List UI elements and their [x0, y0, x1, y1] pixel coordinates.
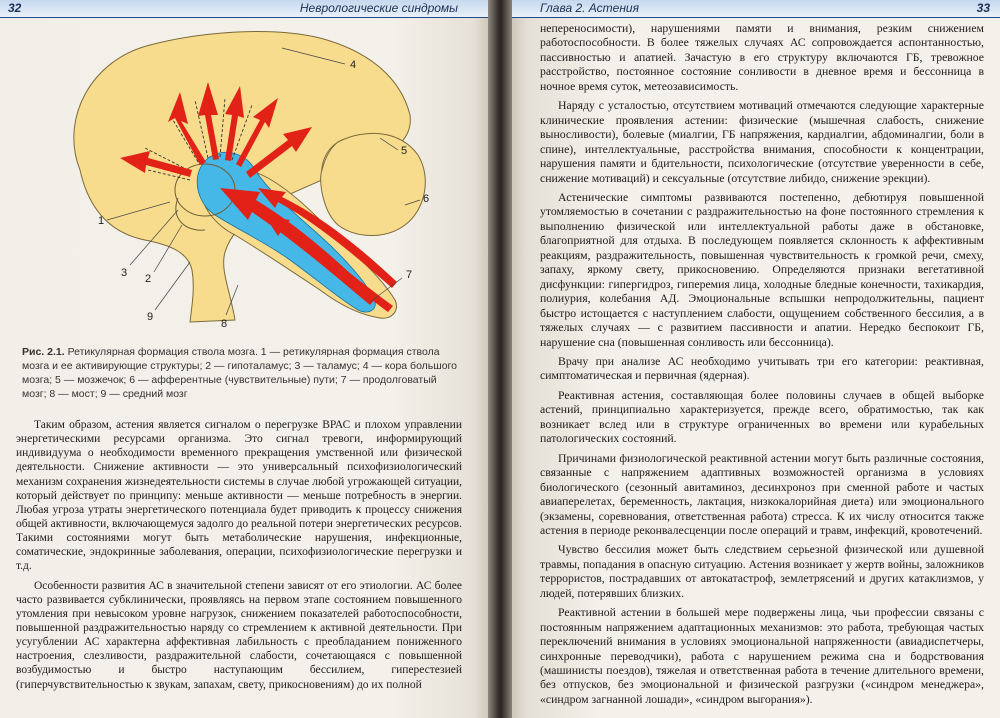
- book-spine: [488, 0, 512, 718]
- label-5: 5: [401, 145, 408, 157]
- brain-figure: [20, 20, 460, 342]
- paragraph: Астенические симптомы развиваются постепенно, дебютируя повышенной утомляемостью в сочетании с раздражительностью на фоне постоянного стремления к выполнению физической или интеллектуальной работы даже в обстановке, благоприятной для отдыха. В последующем появляется склонность к аффективным реакциям, раздражительность, повышенная чувствительность к громкой речи, смеху, запаху, яркому свету, прикосновению. Определяются признаки вегетативной дисфункции: гипергидроз, гиперемия лица, холодные бледные конечности, тахикардия, полиурия, колебания АД. Эмоциональные вспышки непродолжительны, пациент быстро истощается с наступлением слабости, ощущением собственного бессилия, а в тяжелых случаях — с развитием пассивности и апатии. Нередко беспокоит ГБ, нарушение сна (повышенная сонливость или бессонница).: [540, 190, 984, 349]
- caption-lead: Рис. 2.1.: [22, 346, 65, 358]
- running-head-left: [0, 0, 488, 18]
- paragraph: Реактивная астения, составляющая более половины случаев в общей выборке астений, принципиально характеризуется, прежде всего, обратимостью, так как возникает вслед или в структуре ограниченных во времени или курабельных патологических состояний.: [540, 388, 984, 446]
- paragraph: Таким образом, астения является сигналом о перегрузке ВРАС и плохом управлении энергетическими ресурсами организма. Это сигнал тревоги, информирующий индивидуума о необходимости временного прекращения умственной или физической деятельности. Снижение активности — это универсальный психофизиологический механизм сохранения жизнедеятельности системы в случае любой угрожающей ситуации, который действует по принципу: меньше активности — меньше потребность в энергии. Любая угроза утраты энергетического потенциала будет приводить к процессу снижения общей активности, включающемуся задолго до реальной потери энергетических ресурсов. Такими состояниями могут быть метаболические нарушения, инфекционные, соматические, эндокринные заболевания, операции, психофизиологические перегрузки и т.д.: [16, 419, 462, 573]
- label-9: 9: [147, 311, 154, 323]
- right-page: [512, 0, 1000, 718]
- label-3: 3: [121, 267, 128, 279]
- caption-text: Ретикулярная формация ствола мозга. 1 — ретикулярная формация ствола мозга и ее активирующие структуры; 2 — гипоталамус; 3 — таламус; 4 — кора большого мозга; 5 — мозжечок; 6 — афферентные (чувствительные) пути; 7 — продолговатый мозг; 8 — мост; 9 — средний мозг: [22, 346, 457, 400]
- figure-caption: [22, 345, 458, 401]
- running-head-right: [512, 0, 1000, 18]
- label-1: 1: [98, 215, 105, 227]
- paragraph: Особенности развития АС в значительной степени зависят от его этиологии. АС более часто развивается субклинически, проявляясь на первом этапе состоянием повышенного утомления при невысоком уровне нагрузок, снижением показателей работоспособности, повышенной раздражительностью наряду со стремлением к активной деятельности. При усугублении АС характерна аффективная лабильность с преобладанием пониженного настроения, слезливости, раздражительной слабости, сочетающаяся с повышенной возбудимостью и быстро наступающим бессилием, гиперестезией (гиперчувствительностью к звукам, запахам, свету, прикосновениям) до их полной: [16, 579, 462, 691]
- label-6: 6: [423, 193, 430, 205]
- paragraph: Врачу при анализе АС необходимо учитывать три его категории: реактивная, симптоматическая и первичная (ядерная).: [540, 354, 984, 383]
- paragraph: Причинами физиологической реактивной астении могут быть различные состояния, связанные с напряжением адаптивных возможностей организма в условиях биологического (сезонный авитаминоз, десинхроноз при сменной работе и частых авиаперелетах, беременность, лактация, низкокалорийная диета) или эмоционального (экзамены, соревнования, ответственная работа) стресса. К их числу относится также астения в периоде реконвалесценции после операций и травм, инфекций, кровотечений.: [540, 451, 984, 537]
- paragraph: Чувство бессилия может быть следствием серьезной физической или душевной травмы, попадания в опасную ситуацию. Астения возникает у жертв войны, заложников террористов, пострадавших от автокатастроф, землетрясений и других катаклизмов, у людей, потерявших близких.: [540, 543, 984, 600]
- left-body-text: [16, 418, 462, 697]
- left-page: [0, 0, 488, 718]
- label-4: 4: [350, 59, 357, 71]
- cerebellum-shape: [321, 133, 426, 235]
- page-number-left: 32: [8, 1, 22, 15]
- label-2: 2: [145, 273, 152, 285]
- label-7: 7: [406, 269, 413, 281]
- running-title-right: Глава 2. Астения: [540, 1, 640, 15]
- label-8: 8: [221, 318, 228, 330]
- paragraph: Наряду с усталостью, отсутствием мотиваций отмечаются следующие характерные клинические проявления астении: физические (мышечная слабость, снижение выносливости), болевые (миалгии, ГБ напряжения, кардиалгии, абдоминалгии, боли в спине), интеллектуальные, расстройства внимания, способности к концентрации, нарушения памяти и бдительности, психологические (отсутствие уверенности в себе, снижение мотиваций) и сексуальные (отсутствие либидо, снижение эрекции).: [540, 99, 984, 185]
- right-body-text: [540, 22, 984, 712]
- page-number-right: 33: [976, 1, 990, 15]
- running-title-left: Неврологические синдромы: [299, 1, 458, 15]
- paragraph-continuation: непереносимости), нарушениями памяти и внимания, резким снижением работоспособности. В более тяжелых случаях АС сопровождается аспонтанностью, пассивностью и апатией. Зачастую в его структуру включаются ГБ, тревожное расстройство, постоянное состояние сонливости в дневное время и бессонница в ночное время суток, метеозависимость.: [540, 22, 984, 93]
- paragraph: Реактивной астении в большей мере подвержены лица, чьи профессии связаны с постоянным напряжением адаптационных механизмов: это работа, требующая частых переключений внимания в условиях эмоциональной напряженности (авиадиспетчеры, синхронные переводчики), работа с нарушением режима сна и бодрствования (машинисты поездов), тяжелая и ответственная работа в течение длительного времени, без отпусков, без эмоциональной и физической разгрузки («синдром менеджера», «синдром загнанной лошади», «синдром выгорания»).: [540, 606, 984, 706]
